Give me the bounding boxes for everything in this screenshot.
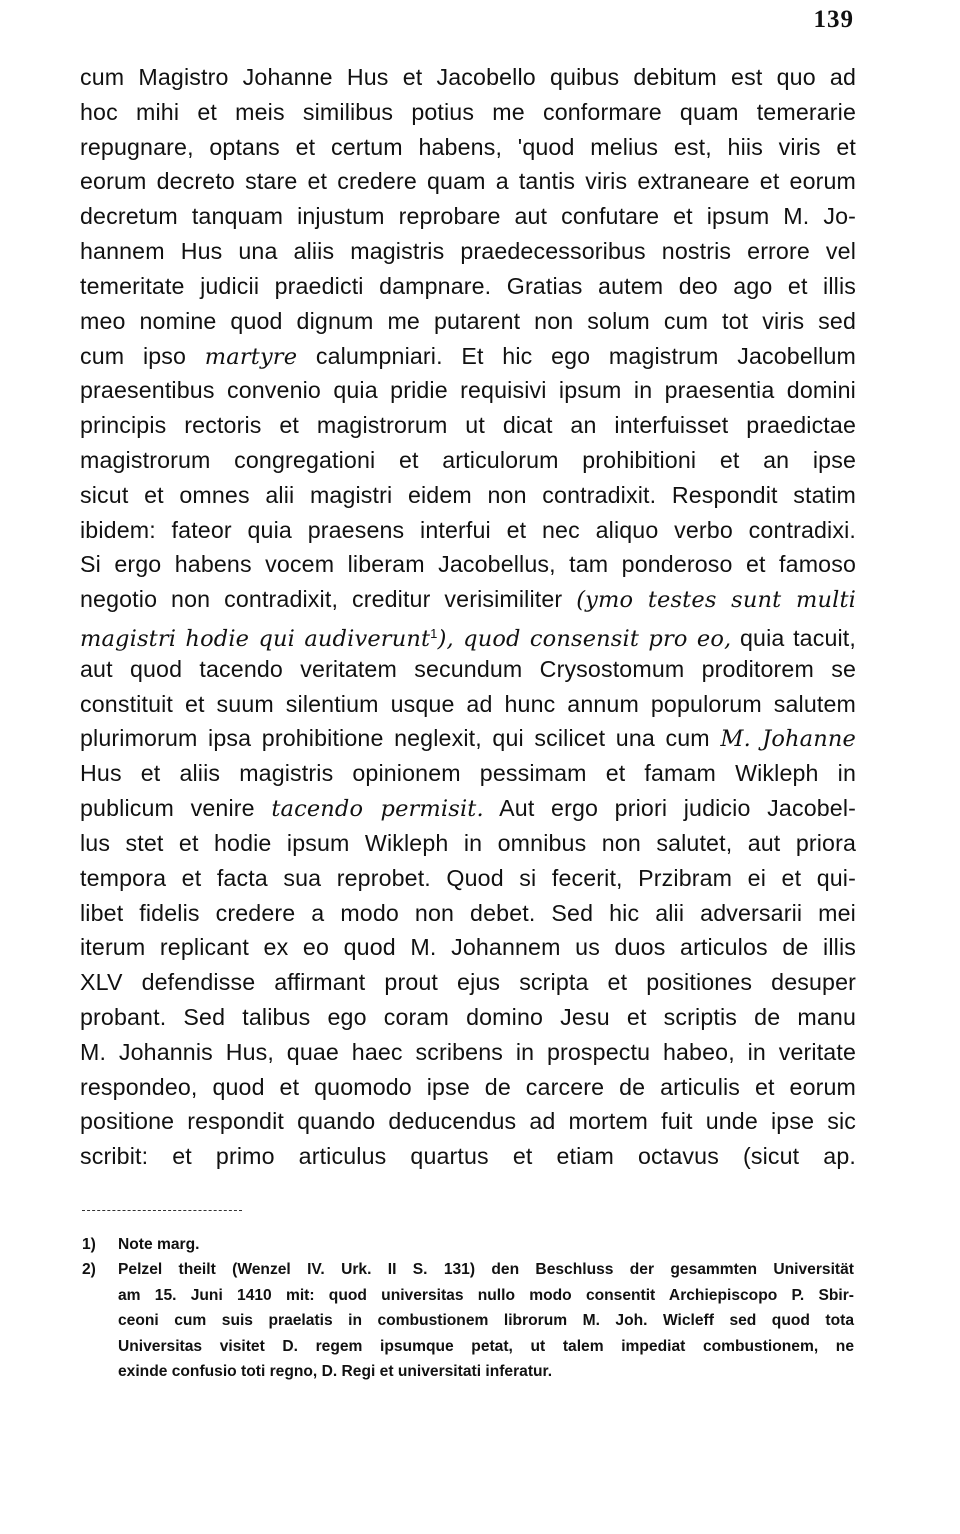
text-run: temeritate judicii praedicti dampnare. Gratias autem deo ago et illis [80,272,856,299]
body-line [80,478,856,513]
italic-run: (ymo testes sunt multi [576,587,856,614]
body-line [80,373,856,408]
text-run: hoc mihi et meis similibus potius me conformare quam temerarie [80,98,856,125]
body-line [80,1035,856,1070]
body-line [80,408,856,443]
body-line [80,1104,856,1139]
text-run: cum ipso [80,342,205,369]
body-line [80,617,856,652]
text-run: XLV defendisse affirmant prout ejus scripta et positiones desuper [80,969,856,996]
body-line [80,199,856,234]
body-line [80,547,856,582]
footnote-mark: 1) [82,1236,96,1253]
body-line [80,1139,856,1174]
body-line [80,687,856,722]
footnote [82,1257,854,1384]
body-line [80,1000,856,1035]
body-line [80,304,856,339]
body-line [80,791,856,826]
text-run: decretum tanquam injustum reprobare aut confutare et ipsum M. Jo- [80,203,856,230]
text-run: Aut ergo priori judicio Jacobel- [483,795,856,822]
text-run: publicum venire [80,795,272,822]
body-line [80,339,856,374]
body-line [80,269,856,304]
page-number: 139 [813,6,854,33]
footnote-mark: 2) [82,1261,96,1279]
text-run: Si ergo habens vocem liberam Jacobellus, tam ponderoso et famoso [80,551,856,578]
footnote-line: exinde confusio toti regno, D. Regi et universitati inferatur. [118,1363,553,1381]
footnotes [82,1232,854,1384]
text-run: positione respondit quando deducendus ad mortem fuit unde ipse sic [80,1108,856,1135]
footnote [82,1232,854,1257]
text-run: ibidem: fateor quia praesens interfui et nec aliquo verbo contradixi. [80,516,856,543]
text-run: repugnare, optans et certum habens, 'quod melius est, hiis viris et [80,133,856,160]
text-run: lus stet et hodie ipsum Wikleph in omnibus non salutet, aut priora [80,829,856,856]
body-line [80,756,856,791]
text-run: magistrorum congregationi et articulorum prohibitioni et an ipse [80,446,856,473]
text-run: calumpniari. Et hic ego magistrum Jacobellum [297,342,856,369]
footnote-separator [82,1210,242,1213]
italic-run: martyre [204,343,298,370]
italic-run: M. Johanne [720,726,856,753]
body-line [80,652,856,687]
text-run: probant. Sed talibus ego coram domino Jesu et scriptis de manu [80,1003,856,1030]
text-run: meo nomine quod dignum me putarent non solum cum tot viris sed [80,307,856,334]
body-line [80,513,856,548]
footnote-line: Note marg. [118,1236,200,1253]
text-run: scribit: et primo articulus quartus et etiam octavus (sicut ap. [80,1143,856,1170]
italic-run: tacendo permisit. [271,796,484,823]
body-line [80,164,856,199]
body-line [80,234,856,269]
text-run: respondeo, quod et quomodo ipse de carcere de articulis et eorum [80,1073,856,1100]
text-run: hannem Hus una aliis magistris praedecessoribus nostris errore vel [80,238,856,265]
body-line [80,60,856,95]
italic-run: magistri hodie qui audiverunt [80,626,431,652]
text-run: Hus et aliis magistris opinionem pessimam et famam Wikleph in [80,760,856,787]
text-run: tempora et facta sua reprobet. Quod si fecerit, Przibram ei et qui- [80,864,856,891]
body-line [80,965,856,1000]
text-run: quia tacuit, [731,625,856,651]
body-text [80,60,856,1174]
text-run: principis rectoris et magistrorum ut dicat an interfuisset praedictae [80,412,856,439]
text-run: constituit et suum silentium usque ad hunc annum populorum salutem [80,690,856,717]
text-run: plurimorum ipsa prohibitione neglexit, qui scilicet una cum [80,725,721,752]
text-run: aut quod tacendo veritatem secundum Crysostomum proditorem se [80,655,856,682]
footnote-line: Universitas visitet D. regem ipsumque petat, ut talem impediat combustionem, ne [118,1337,854,1355]
text-run: M. Johannis Hus, quae haec scribens in prospectu habeo, in veritate [80,1038,856,1065]
text-run: libet fidelis credere a modo non debet. Sed hic alii adversarii mei [80,899,856,926]
body-line [80,1070,856,1105]
body-line [80,582,856,617]
footnote-line: am 15. Juni 1410 mit: quod universitas nullo modo consentit Archiepiscopo P. Sbir- [118,1286,854,1304]
body-line [80,443,856,478]
body-line [80,896,856,931]
text-run: iterum replicant ex eo quod M. Johannem us duos articulos de illis [80,934,856,961]
body-line [80,861,856,896]
text-run: praesentibus convenio quia pridie requisivi ipsum in praesentia domini [80,377,856,404]
footnote-line: Pelzel theilt (Wenzel IV. Urk. II S. 131) den Beschluss der gesammten Universität [118,1261,854,1279]
body-line [80,95,856,130]
footnote-line: ceoni cum suis praelatis in combustionem librorum M. Joh. Wicleff sed quod tota [118,1312,854,1330]
text-run: sicut et omnes alii magistri eidem non contradixit. Respondit statim [80,481,856,508]
text-run: eorum decreto stare et credere quam a tantis viris extraneare et eorum [80,168,856,195]
body-line [80,130,856,165]
body-line [80,721,856,756]
text-run: negotio non contradixit, creditur verisimiliter [80,586,577,613]
italic-run: ), quod consensit pro eo, [437,626,732,652]
body-line [80,826,856,861]
footnote-ref: 1 [430,626,438,641]
text-run: cum Magistro Johanne Hus et Jacobello quibus debitum est quo ad [80,64,856,90]
body-line [80,930,856,965]
